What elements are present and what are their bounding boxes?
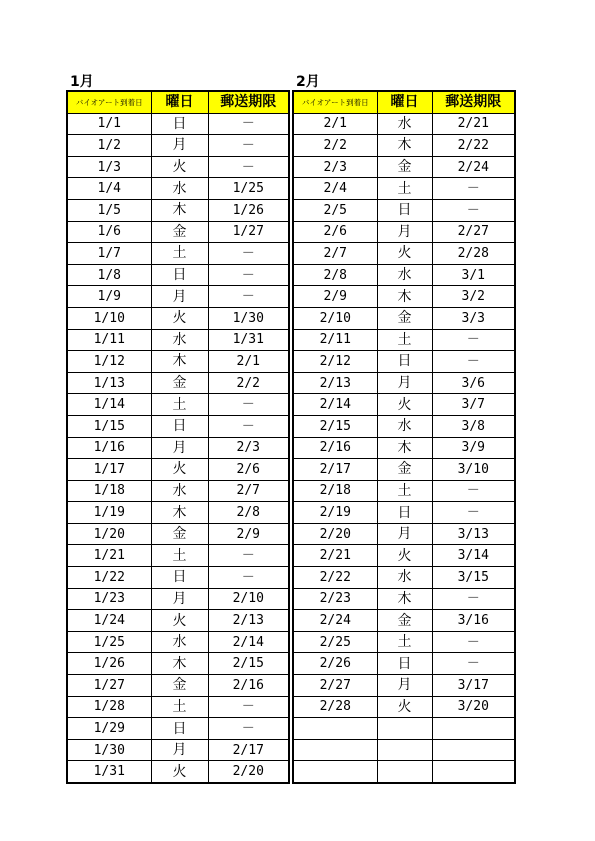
table-row	[67, 178, 289, 200]
arrival-date-cell: 2/19	[293, 502, 377, 524]
mail-deadline-cell: －	[432, 329, 515, 351]
mail-deadline-cell: 3/8	[432, 415, 515, 437]
weekday-cell: 火	[151, 307, 208, 329]
mail-deadline-cell: 3/15	[432, 567, 515, 589]
table-row	[293, 502, 515, 524]
arrival-date-cell: 1/5	[67, 199, 151, 221]
table-row	[67, 545, 289, 567]
mail-deadline-cell: 2/13	[208, 610, 289, 632]
arrival-date-cell	[293, 718, 377, 740]
table-row	[293, 286, 515, 308]
weekday-cell: 月	[151, 135, 208, 157]
mail-deadline-cell: 2/21	[432, 113, 515, 135]
table-row	[67, 415, 289, 437]
mail-deadline-cell: －	[432, 502, 515, 524]
weekday-cell: 土	[151, 394, 208, 416]
weekday-cell: 土	[377, 631, 432, 653]
table-row	[293, 610, 515, 632]
mail-deadline-cell: 1/31	[208, 329, 289, 351]
header-arrival-date: バイオアート到着日	[293, 91, 377, 113]
table-row	[67, 610, 289, 632]
mail-deadline-cell: 3/6	[432, 372, 515, 394]
arrival-date-cell: 1/30	[67, 739, 151, 761]
mail-deadline-cell: －	[208, 415, 289, 437]
weekday-cell: 水	[377, 567, 432, 589]
weekday-cell	[377, 761, 432, 783]
table-row	[293, 653, 515, 675]
table-row	[293, 221, 515, 243]
table-row	[293, 675, 515, 697]
weekday-cell: 水	[377, 415, 432, 437]
arrival-date-cell: 2/7	[293, 243, 377, 265]
table-row	[67, 567, 289, 589]
weekday-cell: 土	[377, 329, 432, 351]
mail-deadline-cell: －	[432, 351, 515, 373]
january-body	[67, 113, 289, 783]
weekday-cell: 火	[151, 610, 208, 632]
mail-deadline-cell: 3/14	[432, 545, 515, 567]
table-row	[293, 696, 515, 718]
mail-deadline-cell: －	[208, 243, 289, 265]
arrival-date-cell: 2/5	[293, 199, 377, 221]
weekday-cell: 木	[377, 286, 432, 308]
table-row	[67, 243, 289, 265]
mail-deadline-cell: 3/2	[432, 286, 515, 308]
arrival-date-cell: 1/7	[67, 243, 151, 265]
weekday-cell: 木	[151, 502, 208, 524]
arrival-date-cell: 2/27	[293, 675, 377, 697]
mail-deadline-cell: －	[208, 567, 289, 589]
mail-deadline-cell: 3/1	[432, 264, 515, 286]
table-row	[67, 588, 289, 610]
weekday-cell: 水	[151, 631, 208, 653]
table-row	[293, 545, 515, 567]
weekday-cell: 土	[151, 545, 208, 567]
weekday-cell: 火	[377, 696, 432, 718]
mail-deadline-cell: 2/27	[432, 221, 515, 243]
arrival-date-cell: 2/4	[293, 178, 377, 200]
weekday-cell: 日	[151, 415, 208, 437]
mail-deadline-cell: 2/28	[432, 243, 515, 265]
weekday-cell: 金	[151, 221, 208, 243]
table-row	[293, 307, 515, 329]
table-row	[293, 113, 515, 135]
arrival-date-cell: 1/2	[67, 135, 151, 157]
weekday-cell: 月	[151, 437, 208, 459]
arrival-date-cell: 2/23	[293, 588, 377, 610]
table-row	[67, 156, 289, 178]
weekday-cell: 水	[151, 178, 208, 200]
weekday-cell: 木	[151, 653, 208, 675]
table-row	[293, 135, 515, 157]
weekday-cell: 月	[151, 588, 208, 610]
table-row	[293, 459, 515, 481]
arrival-date-cell: 2/10	[293, 307, 377, 329]
header-mail-deadline: 郵送期限	[432, 91, 515, 113]
weekday-cell: 月	[377, 675, 432, 697]
weekday-cell: 土	[377, 178, 432, 200]
arrival-date-cell: 1/23	[67, 588, 151, 610]
arrival-date-cell: 2/26	[293, 653, 377, 675]
mail-deadline-cell: －	[208, 718, 289, 740]
mail-deadline-cell: 3/10	[432, 459, 515, 481]
weekday-cell: 日	[377, 653, 432, 675]
arrival-date-cell: 2/14	[293, 394, 377, 416]
mail-deadline-cell: －	[432, 588, 515, 610]
arrival-date-cell: 1/16	[67, 437, 151, 459]
table-row	[67, 264, 289, 286]
mail-deadline-cell: －	[432, 480, 515, 502]
weekday-cell: 水	[377, 264, 432, 286]
arrival-date-cell: 1/15	[67, 415, 151, 437]
table-row	[293, 243, 515, 265]
table-row	[293, 329, 515, 351]
weekday-cell: 水	[377, 113, 432, 135]
weekday-cell: 金	[151, 523, 208, 545]
weekday-cell: 日	[151, 567, 208, 589]
arrival-date-cell: 1/13	[67, 372, 151, 394]
table-row	[67, 523, 289, 545]
mail-deadline-cell: －	[208, 696, 289, 718]
table-row	[67, 696, 289, 718]
arrival-date-cell: 1/26	[67, 653, 151, 675]
arrival-date-cell: 2/15	[293, 415, 377, 437]
weekday-cell: 金	[377, 307, 432, 329]
mail-deadline-cell: 2/24	[432, 156, 515, 178]
arrival-date-cell: 1/20	[67, 523, 151, 545]
weekday-cell: 月	[377, 372, 432, 394]
weekday-cell: 水	[151, 329, 208, 351]
weekday-cell: 火	[377, 545, 432, 567]
mail-deadline-cell: －	[208, 135, 289, 157]
arrival-date-cell: 2/9	[293, 286, 377, 308]
mail-deadline-cell: 2/20	[208, 761, 289, 783]
table-row	[67, 653, 289, 675]
table-row	[67, 675, 289, 697]
table-row	[67, 199, 289, 221]
mail-deadline-cell: －	[432, 631, 515, 653]
header-weekday: 曜日	[151, 91, 208, 113]
table-row	[67, 394, 289, 416]
weekday-cell: 火	[151, 761, 208, 783]
arrival-date-cell: 2/22	[293, 567, 377, 589]
weekday-cell: 水	[151, 480, 208, 502]
table-row	[293, 156, 515, 178]
arrival-date-cell: 1/1	[67, 113, 151, 135]
table-row	[67, 329, 289, 351]
mail-deadline-cell: 1/25	[208, 178, 289, 200]
table-row	[293, 761, 515, 783]
mail-deadline-cell: 2/22	[432, 135, 515, 157]
arrival-date-cell: 1/12	[67, 351, 151, 373]
table-row	[67, 351, 289, 373]
mail-deadline-cell: 3/7	[432, 394, 515, 416]
february-table	[292, 90, 516, 784]
arrival-date-cell: 1/6	[67, 221, 151, 243]
arrival-date-cell: 2/13	[293, 372, 377, 394]
weekday-cell: 月	[151, 286, 208, 308]
mail-deadline-cell: 3/9	[432, 437, 515, 459]
mail-deadline-cell	[432, 718, 515, 740]
weekday-cell: 金	[377, 459, 432, 481]
table-row	[67, 135, 289, 157]
weekday-cell: 日	[151, 113, 208, 135]
arrival-date-cell: 1/27	[67, 675, 151, 697]
mail-deadline-cell: 2/14	[208, 631, 289, 653]
mail-deadline-cell: 2/9	[208, 523, 289, 545]
table-row	[293, 739, 515, 761]
table-row	[293, 523, 515, 545]
february-body	[293, 113, 515, 783]
table-row	[67, 286, 289, 308]
arrival-date-cell: 1/17	[67, 459, 151, 481]
mail-deadline-cell: －	[208, 394, 289, 416]
weekday-cell: 日	[151, 718, 208, 740]
table-row	[293, 264, 515, 286]
table-row	[67, 502, 289, 524]
mail-deadline-cell: 3/3	[432, 307, 515, 329]
arrival-date-cell: 2/6	[293, 221, 377, 243]
table-row	[67, 631, 289, 653]
table-row	[293, 480, 515, 502]
january-label: 1月	[70, 74, 94, 90]
arrival-date-cell: 2/17	[293, 459, 377, 481]
header-arrival-date: バイオアート到着日	[67, 91, 151, 113]
mail-deadline-cell: 1/26	[208, 199, 289, 221]
arrival-date-cell: 2/20	[293, 523, 377, 545]
weekday-cell: 金	[377, 610, 432, 632]
mail-deadline-cell: －	[432, 653, 515, 675]
weekday-cell: 金	[151, 675, 208, 697]
arrival-date-cell: 2/1	[293, 113, 377, 135]
weekday-cell: 木	[151, 351, 208, 373]
arrival-date-cell: 1/9	[67, 286, 151, 308]
mail-deadline-cell: 2/7	[208, 480, 289, 502]
weekday-cell: 日	[377, 199, 432, 221]
weekday-cell: 日	[151, 264, 208, 286]
arrival-date-cell	[293, 761, 377, 783]
arrival-date-cell: 1/29	[67, 718, 151, 740]
arrival-date-cell: 1/18	[67, 480, 151, 502]
weekday-cell: 土	[151, 243, 208, 265]
mail-deadline-cell: 3/20	[432, 696, 515, 718]
arrival-date-cell: 2/2	[293, 135, 377, 157]
table-row	[293, 437, 515, 459]
weekday-cell: 月	[377, 221, 432, 243]
mail-deadline-cell: －	[208, 286, 289, 308]
table-row	[293, 631, 515, 653]
arrival-date-cell: 2/11	[293, 329, 377, 351]
table-row	[67, 113, 289, 135]
table-row	[67, 761, 289, 783]
mail-deadline-cell: 2/16	[208, 675, 289, 697]
arrival-date-cell: 2/16	[293, 437, 377, 459]
mail-deadline-cell	[432, 761, 515, 783]
weekday-cell: 日	[377, 502, 432, 524]
mail-deadline-cell: 3/16	[432, 610, 515, 632]
table-row	[293, 199, 515, 221]
mail-deadline-cell: 2/8	[208, 502, 289, 524]
arrival-date-cell: 1/4	[67, 178, 151, 200]
weekday-cell: 土	[377, 480, 432, 502]
mail-deadline-cell: －	[208, 264, 289, 286]
arrival-date-cell: 1/8	[67, 264, 151, 286]
mail-deadline-cell	[432, 739, 515, 761]
table-row	[293, 372, 515, 394]
mail-deadline-cell: －	[208, 545, 289, 567]
weekday-cell: 土	[151, 696, 208, 718]
weekday-cell: 火	[151, 156, 208, 178]
arrival-date-cell: 2/24	[293, 610, 377, 632]
february-header-row	[293, 91, 515, 113]
table-row	[67, 437, 289, 459]
mail-deadline-cell: 2/15	[208, 653, 289, 675]
table-row	[67, 480, 289, 502]
weekday-cell: 金	[377, 156, 432, 178]
mail-deadline-cell: 1/27	[208, 221, 289, 243]
january-header-row	[67, 91, 289, 113]
mail-deadline-cell: 1/30	[208, 307, 289, 329]
mail-deadline-cell: 3/17	[432, 675, 515, 697]
arrival-date-cell: 2/21	[293, 545, 377, 567]
mail-deadline-cell: 2/6	[208, 459, 289, 481]
weekday-cell: 木	[377, 437, 432, 459]
mail-deadline-cell: 2/3	[208, 437, 289, 459]
mail-deadline-cell: －	[432, 199, 515, 221]
weekday-cell: 火	[377, 394, 432, 416]
february-label: 2月	[296, 74, 320, 90]
table-row	[67, 221, 289, 243]
arrival-date-cell: 2/3	[293, 156, 377, 178]
mail-deadline-cell: 2/17	[208, 739, 289, 761]
arrival-date-cell: 1/3	[67, 156, 151, 178]
arrival-date-cell: 1/14	[67, 394, 151, 416]
table-row	[293, 178, 515, 200]
mail-deadline-cell: －	[208, 113, 289, 135]
weekday-cell: 月	[377, 523, 432, 545]
weekday-cell: 木	[377, 135, 432, 157]
mail-deadline-cell: －	[432, 178, 515, 200]
weekday-cell: 金	[151, 372, 208, 394]
table-row	[293, 718, 515, 740]
weekday-cell: 木	[151, 199, 208, 221]
arrival-date-cell: 2/8	[293, 264, 377, 286]
table-row	[67, 307, 289, 329]
weekday-cell: 日	[377, 351, 432, 373]
arrival-date-cell: 1/28	[67, 696, 151, 718]
mail-deadline-cell: 2/10	[208, 588, 289, 610]
arrival-date-cell: 1/10	[67, 307, 151, 329]
mail-deadline-cell: 2/1	[208, 351, 289, 373]
arrival-date-cell: 1/31	[67, 761, 151, 783]
arrival-date-cell: 2/28	[293, 696, 377, 718]
table-row	[67, 372, 289, 394]
mail-deadline-cell: －	[208, 156, 289, 178]
header-weekday: 曜日	[377, 91, 432, 113]
table-row	[67, 459, 289, 481]
weekday-cell: 木	[377, 588, 432, 610]
arrival-date-cell: 1/22	[67, 567, 151, 589]
header-mail-deadline: 郵送期限	[208, 91, 289, 113]
arrival-date-cell: 1/24	[67, 610, 151, 632]
arrival-date-cell: 1/25	[67, 631, 151, 653]
arrival-date-cell: 1/11	[67, 329, 151, 351]
arrival-date-cell: 1/19	[67, 502, 151, 524]
table-row	[67, 718, 289, 740]
weekday-cell: 月	[151, 739, 208, 761]
table-row	[67, 739, 289, 761]
mail-deadline-cell: 2/2	[208, 372, 289, 394]
weekday-cell: 火	[377, 243, 432, 265]
weekday-cell	[377, 718, 432, 740]
arrival-date-cell: 1/21	[67, 545, 151, 567]
arrival-date-cell	[293, 739, 377, 761]
arrival-date-cell: 2/18	[293, 480, 377, 502]
table-row	[293, 351, 515, 373]
table-row	[293, 567, 515, 589]
january-table	[66, 90, 290, 784]
arrival-date-cell: 2/12	[293, 351, 377, 373]
mail-deadline-cell: 3/13	[432, 523, 515, 545]
weekday-cell: 火	[151, 459, 208, 481]
table-row	[293, 415, 515, 437]
table-row	[293, 588, 515, 610]
table-row	[293, 394, 515, 416]
arrival-date-cell: 2/25	[293, 631, 377, 653]
weekday-cell	[377, 739, 432, 761]
